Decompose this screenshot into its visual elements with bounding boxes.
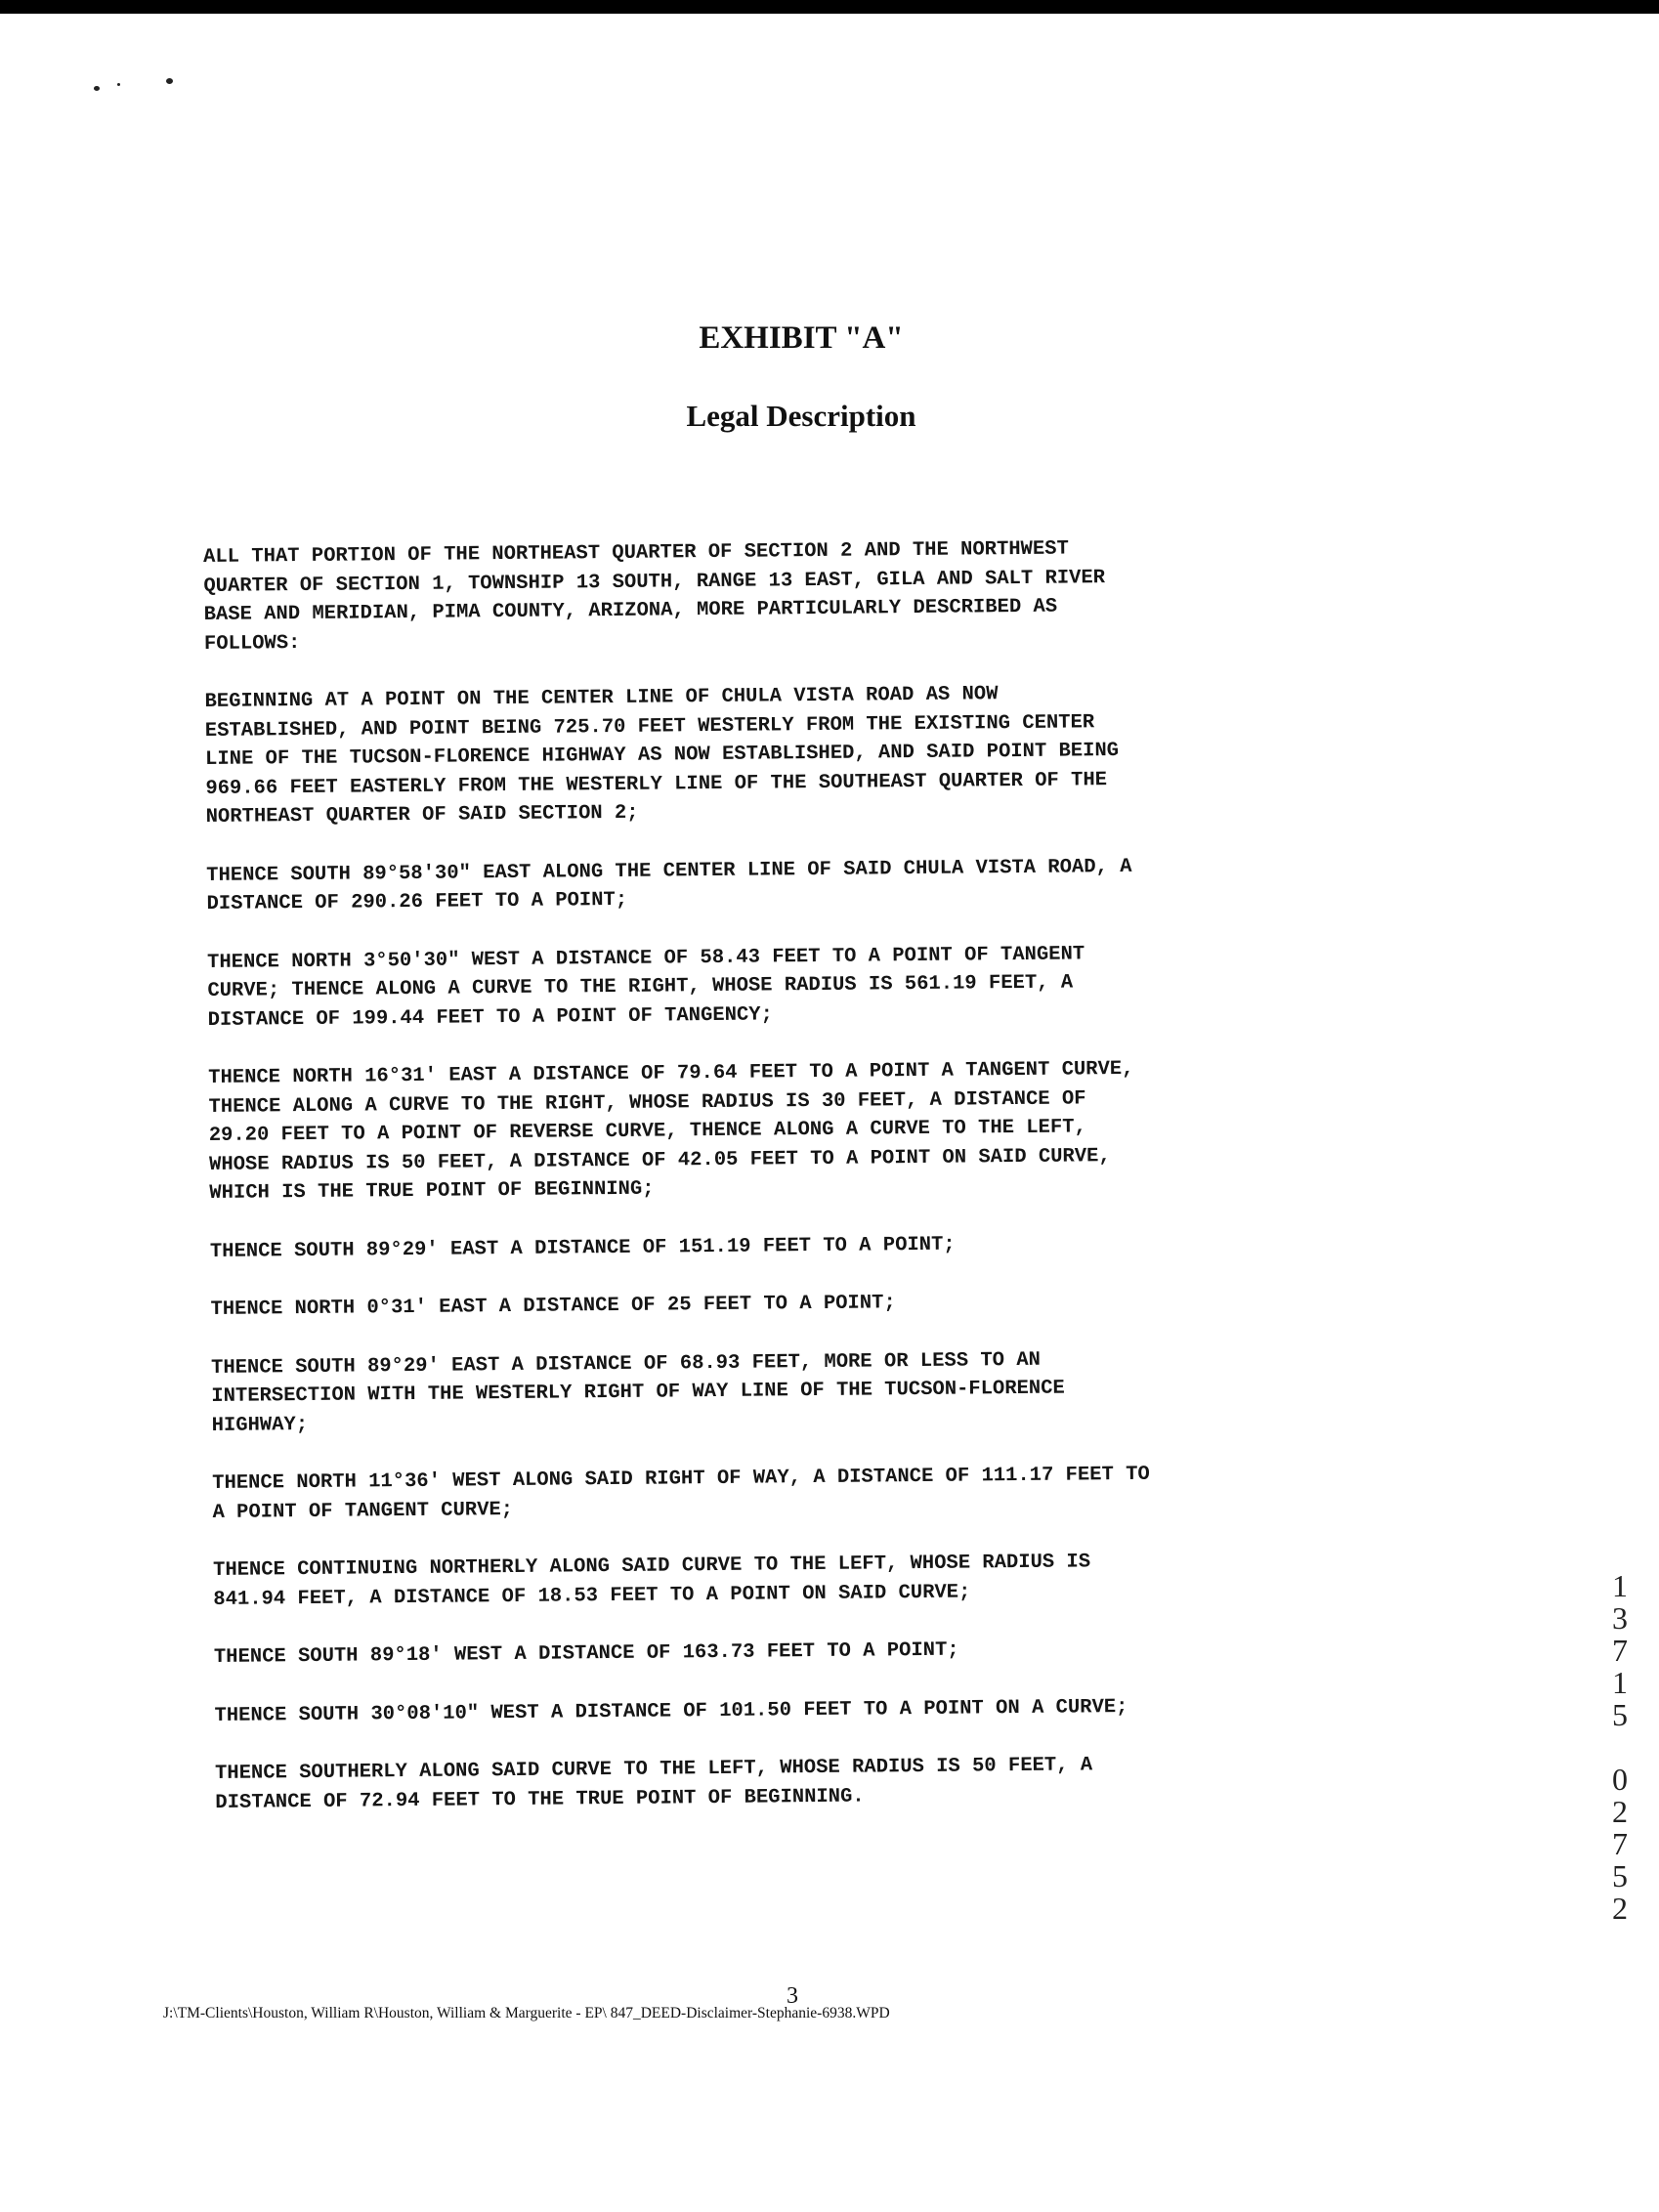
- legal-paragraph: THENCE SOUTHERLY ALONG SAID CURVE TO THE LEFT, WHOSE RADIUS IS 50 FEET, A DISTANCE OF 72.94 FEET TO THE TRUE POINT OF BEGINNING.: [214, 1754, 1093, 1814]
- legal-paragraph: THENCE SOUTH 89°58'30" EAST ALONG THE CENTER LINE OF SAID CHULA VISTA ROAD, A DISTANCE OF 290.26 FEET TO A POINT;: [206, 855, 1132, 915]
- recording-number: 13715 02752: [1602, 1568, 1638, 1923]
- page-number: 3: [787, 1983, 798, 2009]
- scan-speck: [166, 78, 173, 84]
- legal-paragraph: THENCE NORTH 3°50'30" WEST A DISTANCE OF 58.43 FEET TO A POINT OF TANGENT CURVE; THENCE ALONG A CURVE TO THE RIGHT, WHOSE RADIUS IS 561.19 FEET, A DISTANCE OF 199.44 FEET TO A POINT OF TANGENCY;: [207, 942, 1085, 1032]
- scan-speck: [117, 83, 120, 86]
- legal-description-body: [203, 532, 1427, 1847]
- legal-paragraph: THENCE SOUTH 89°29' EAST A DISTANCE OF 151.19 FEET TO A POINT;: [209, 1233, 956, 1263]
- document-subtitle: Legal Description: [686, 399, 916, 433]
- legal-paragraph: THENCE CONTINUING NORTHERLY ALONG SAID CURVE TO THE LEFT, WHOSE RADIUS IS 841.94 FEET, A DISTANCE OF 18.53 FEET TO A POINT ON SAID CURVE;: [212, 1551, 1091, 1611]
- legal-paragraph: THENCE NORTH 16°31' EAST A DISTANCE OF 79.64 FEET TO A POINT A TANGENT CURVE, THENCE ALONG A CURVE TO THE RIGHT, WHOSE RADIUS IS 30 FEET, A DISTANCE OF 29.20 FEET TO A POINT OF REVERSE CURVE, THENCE ALONG A CURVE TO THE LEFT, WHOSE RADIUS IS 50 FEET, A DISTANCE OF 42.05 FEET TO A POINT ON SAID CURVE, WHICH IS THE TRUE POINT OF BEGINNING;: [208, 1057, 1134, 1205]
- legal-paragraph: ALL THAT PORTION OF THE NORTHEAST QUARTER OF SECTION 2 AND THE NORTHWEST QUARTER OF SECTION 1, TOWNSHIP 13 SOUTH, RANGE 13 EAST, GILA AND SALT RIVER BASE AND MERIDIAN, PIMA COUNTY, ARIZONA, MORE PARTICULARLY DESCRIBED AS FOLLOWS:: [203, 537, 1106, 656]
- legal-paragraph: THENCE NORTH 0°31' EAST A DISTANCE OF 25 FEET TO A POINT;: [210, 1292, 896, 1321]
- legal-paragraph: BEGINNING AT A POINT ON THE CENTER LINE OF CHULA VISTA ROAD AS NOW ESTABLISHED, AND POINT BEING 725.70 FEET WESTERLY FROM THE EXISTING CENTER LINE OF THE TUCSON-FLORENCE HIGHWAY AS NOW ESTABLISHED, AND SAID POINT BEING 969.66 FEET EASTERLY FROM THE WESTERLY LINE OF THE SOUTHEAST QUARTER OF THE NORTHEAST QUARTER OF SAID SECTION 2;: [204, 683, 1120, 829]
- footer-file-path: J:\TM-Clients\Houston, William R\Houston, William & Marguerite - EP\ 847_DEED-Disclaimer-Stephanie-6938.WPD: [163, 2005, 890, 2021]
- legal-paragraph: THENCE SOUTH 89°29' EAST A DISTANCE OF 68.93 FEET, MORE OR LESS TO AN INTERSECTION WITH THE WESTERLY RIGHT OF WAY LINE OF THE TUCSON-FLORENCE HIGHWAY;: [210, 1348, 1065, 1437]
- legal-paragraph: THENCE SOUTH 89°18' WEST A DISTANCE OF 163.73 FEET TO A POINT;: [213, 1638, 959, 1669]
- exhibit-title: EXHIBIT "A": [699, 320, 904, 356]
- legal-paragraph: THENCE SOUTH 30°08'10" WEST A DISTANCE OF 101.50 FEET TO A POINT ON A CURVE;: [214, 1695, 1128, 1727]
- legal-paragraph: THENCE NORTH 11°36' WEST ALONG SAID RIGHT OF WAY, A DISTANCE OF 111.17 FEET TO A POINT OF TANGENT CURVE;: [212, 1463, 1150, 1524]
- scan-speck: [94, 86, 100, 91]
- scan-top-edge: [0, 0, 1659, 14]
